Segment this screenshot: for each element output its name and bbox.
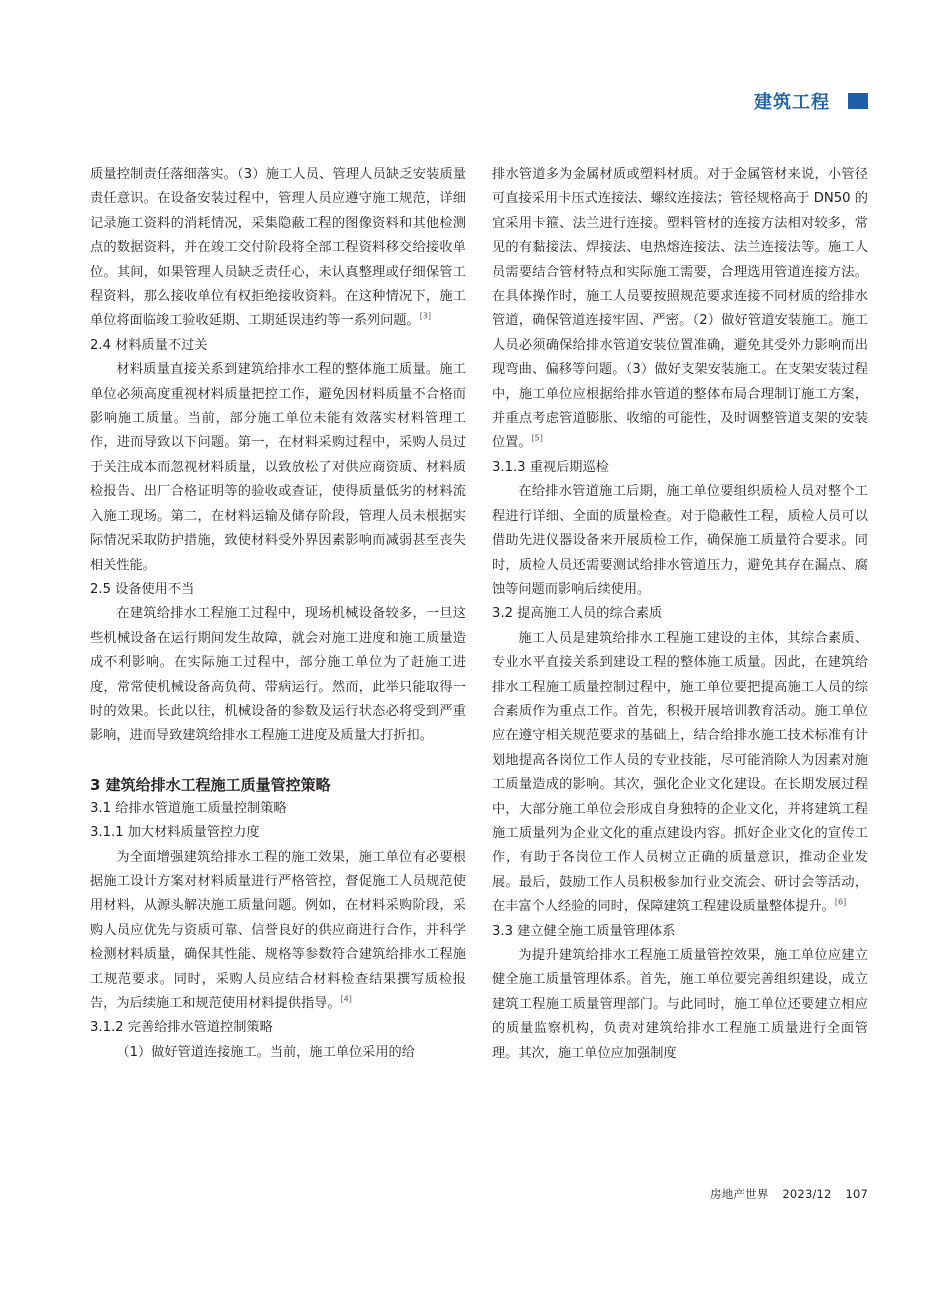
body-paragraph [90, 846, 466, 1017]
citation-ref: [3] [419, 312, 432, 322]
subsection-heading [90, 821, 466, 845]
body-paragraph [90, 1041, 466, 1065]
paragraph-text: 2.5 设备使用不当 [90, 581, 195, 597]
citation-ref: [6] [834, 897, 847, 907]
paragraph-text: 2.4 材料质量不过关 [90, 337, 208, 353]
paragraph-text: 3 建筑给排水工程施工质量管控策略 [90, 775, 331, 794]
right-column [492, 163, 868, 1066]
subsection-heading [492, 456, 868, 480]
issue-date: 2023/12 [782, 1187, 832, 1201]
header-square-mark [848, 93, 868, 109]
paragraph-text: 3.3 建立健全施工质量管理体系 [492, 923, 676, 939]
paragraph-text: 3.1.2 完善给排水管道控制策略 [90, 1020, 273, 1036]
subsection-heading [492, 920, 868, 944]
paragraph-text: 在建筑给排水工程施工过程中，现场机械设备较多，一旦这些机械设备在运行期间发生故障，就会对施工进度和施工质量造成不利影响。在实际施工过程中，部分施工单位为了赶施工进度，常常使机械设备高负荷、带病运行。然而，此举只能取得一时的效果。长此以往，机械设备的参数及运行状态必将受到严重影响，进而导致建筑给排水工程施工进度及质量大打折扣。 [90, 606, 466, 744]
paragraph-text: 在给排水管道施工后期，施工单位要组织质检人员对整个工程进行详细、全面的质量检查。对于隐蔽性工程，质检人员可以借助先进仪器设备来开展质检工作，确保施工质量符合要求。同时，质检人员还需要测试给排水管道压力，避免其存在漏点、腐蚀等问题而影响后续使用。 [492, 484, 868, 597]
citation-ref: [4] [340, 994, 352, 1004]
subsection-heading [90, 1016, 466, 1040]
paragraph-text: 质量控制责任落细落实。（3）施工人员、管理人员缺乏安装质量责任意识。在设备安装过程中，管理人员应遵守施工规范，详细记录施工资料的消耗情况，采集隐蔽工程的图像资料和其他检测点的数据资料，并在竣工交付阶段将全部工程资料移交给接收单位。其间，如果管理人员缺乏责任心，未认真整理或仔细保管工程资料，那么接收单位有权拒绝接收资料。在这种情况下，施工单位将面临竣工验收延期、工期延误违约等一系列问题。 [90, 167, 466, 329]
paragraph-text: 排水管道多为金属材质或塑料材质。对于金属管材来说，小管径可直接采用卡压式连接法、螺纹连接法；管径规格高于 DN50 的宜采用卡箍、法兰进行连接。塑料管材的连接方法相对较多，常见的有黏接法、焊接法、电热熔连接法、法兰连接法等。施工人员需要结合管材特点和实际施工需要，合理选用管道连接方法。在具体操作时，施工人员要按照规范要求连接不同材质的给排水管道，确保管道连接牢固、严密。（2）做好管道安装施工。施工人员必须确保给排水管道安装位置准确，避免其受外力影响而出现弯曲、偏移等问题。（3）做好支架安装施工。在支架安装过程中，施工单位应根据给排水管道的整体布局合理制订施工方案，并重点考虑管道膨胀、收缩的可能性，及时调整管道支架的安装位置。 [492, 167, 868, 451]
subsection-heading [492, 602, 868, 626]
paragraph-text: 3.1.1 加大材料质量管控力度 [90, 825, 260, 841]
paragraph-text: 施工人员是建筑给排水工程施工建设的主体，其综合素质、专业水平直接关系到建设工程的整体施工质量。因此，在建筑给排水工程施工质量控制过程中，施工单位要把提高施工人员的综合素质作为重点工作。首先，积极开展培训教育活动。施工单位应在遵守相关规范要求的基础上，结合给排水施工技术标准有计划地提高各岗位工作人员的专业技能，尽可能消除人为因素对施工质量造成的影响。其次，强化企业文化建设。在长期发展过程中，大部分施工单位会形成自身独特的企业文化，并将建筑工程施工质量列为企业文化的重点建设内容。抓好企业文化的宣传工作，有助于各岗位工作人员树立正确的质量意识，推动企业发展。最后，鼓励工作人员积极参加行业交流会、研讨会等活动，在丰富个人经验的同时，保障建筑工程建设质量整体提升。 [492, 630, 868, 915]
paragraph-text: 材料质量直接关系到建筑给排水工程的整体施工质量。施工单位必须高度重视材料质量把控工作，避免因材料质量不合格而影响施工质量。当前，部分施工单位未能有效落实材料管理工作，进而导致以下问题。第一，在材料采购过程中，采购人员过于关注成本而忽视材料质量，以致放松了对供应商资质、材料质检报告、出厂合格证明等的验收或查证，使得质量低劣的材料流入施工现场。第二，在材料运输及储存阶段，管理人员未根据实际情况采取防护措施，致使材料受外界因素影响而减弱甚至丧失相关性能。 [90, 362, 466, 573]
body-paragraph [90, 602, 466, 748]
paragraph-text: 3.1 给排水管道施工质量控制策略 [90, 800, 287, 816]
body-paragraph [492, 480, 868, 602]
body-paragraph [492, 627, 868, 920]
section-heading [90, 773, 466, 797]
paragraph-text: 为全面增强建筑给排水工程的施工效果，施工单位有必要根据施工设计方案对材料质量进行严格管控，督促施工人员规范使用材料，从源头解决施工质量问题。例如，在材料采购阶段，采购人员应优先与资质可靠、信誉良好的供应商进行合作，并科学检测材料质量，确保其性能、规格等参数符合建筑给排水工程施工规范要求。同时，采购人员应结合材料检查结果撰写质检报告，为后续施工和规范使用材料提供指导。 [90, 849, 466, 1011]
citation-ref: [5] [531, 434, 543, 444]
subsection-heading [90, 797, 466, 821]
paragraph-text: 为提升建筑给排水工程施工质量管控效果，施工单位应建立健全施工质量管理体系。首先，施工单位要完善组织建设，成立建筑工程施工质量管理部门。与此同时，施工单位还要建立相应的质量监察机构，负责对建筑给排水工程施工质量进行全面管理。其次，施工单位应加强制度 [492, 948, 868, 1061]
page-footer [710, 1186, 868, 1202]
journal-name: 房地产世界 [710, 1187, 769, 1201]
body-paragraph [90, 358, 466, 578]
body-paragraph [492, 944, 868, 1066]
left-column [90, 163, 466, 1065]
subsection-heading [90, 334, 466, 358]
section-label: 建筑工程 [754, 92, 830, 113]
body-paragraph-continued [492, 163, 868, 456]
page-number: 107 [845, 1187, 868, 1201]
paragraph-text: 3.2 提高施工人员的综合素质 [492, 606, 663, 622]
body-paragraph-continued [90, 163, 466, 334]
paragraph-text: （1）做好管道连接施工。当前，施工单位采用的给 [116, 1044, 415, 1060]
paragraph-text: 3.1.3 重视后期巡检 [492, 459, 609, 475]
subsection-heading [90, 578, 466, 602]
running-header [754, 88, 868, 114]
